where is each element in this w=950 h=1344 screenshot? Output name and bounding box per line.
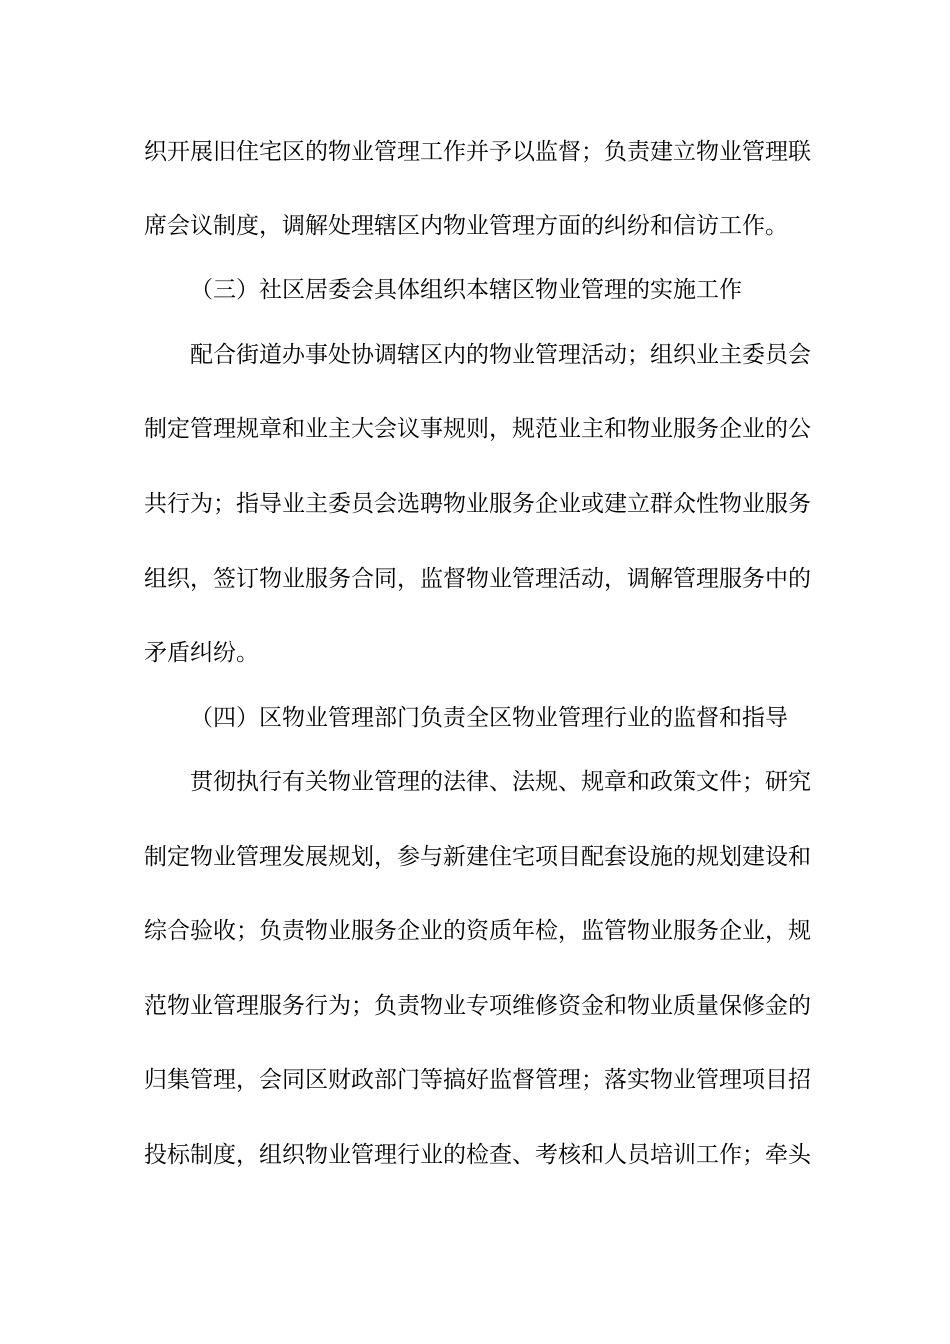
paragraph-line: 席会议制度，调解处理辖区内物业管理方面的纠纷和信访工作。 [144, 213, 788, 239]
paragraph-line: 制定物业管理发展规划，参与新建住宅项目配套设施的规划建设和 [144, 844, 811, 870]
paragraph-line: 范物业管理服务行为；负责物业专项维修资金和物业质量保修金的 [144, 993, 811, 1019]
paragraph-line: 共行为；指导业主委员会选聘物业服务企业或建立群众性物业服务 [144, 491, 811, 517]
paragraph-line: 贯彻执行有关物业管理的法律、法规、规章和政策文件；研究 [190, 769, 811, 795]
paragraph-line: 综合验收；负责物业服务企业的资质年检，监管物业服务企业，规 [144, 918, 811, 944]
paragraph-line: 投标制度，组织物业管理行业的检查、考核和人员培训工作；牵头 [144, 1142, 811, 1168]
paragraph-line: 归集管理，会同区财政部门等搞好监督管理；落实物业管理项目招 [144, 1067, 811, 1093]
paragraph-line: 织开展旧住宅区的物业管理工作并予以监督；负责建立物业管理联 [144, 139, 811, 165]
paragraph-line: 制定管理规章和业主大会议事规则，规范业主和物业服务企业的公 [144, 416, 811, 442]
paragraph-line: 组织，签订物业服务合同，监督物业管理活动，调解管理服务中的 [144, 566, 811, 592]
paragraph-line: 矛盾纠纷。 [144, 640, 259, 666]
paragraph-line: 配合街道办事处协调辖区内的物业管理活动；组织业主委员会 [190, 342, 811, 368]
section-heading: （四）区物业管理部门负责全区物业管理行业的监督和指导 [190, 705, 788, 731]
section-heading: （三）社区居委会具体组织本辖区物业管理的实施工作 [190, 277, 742, 303]
